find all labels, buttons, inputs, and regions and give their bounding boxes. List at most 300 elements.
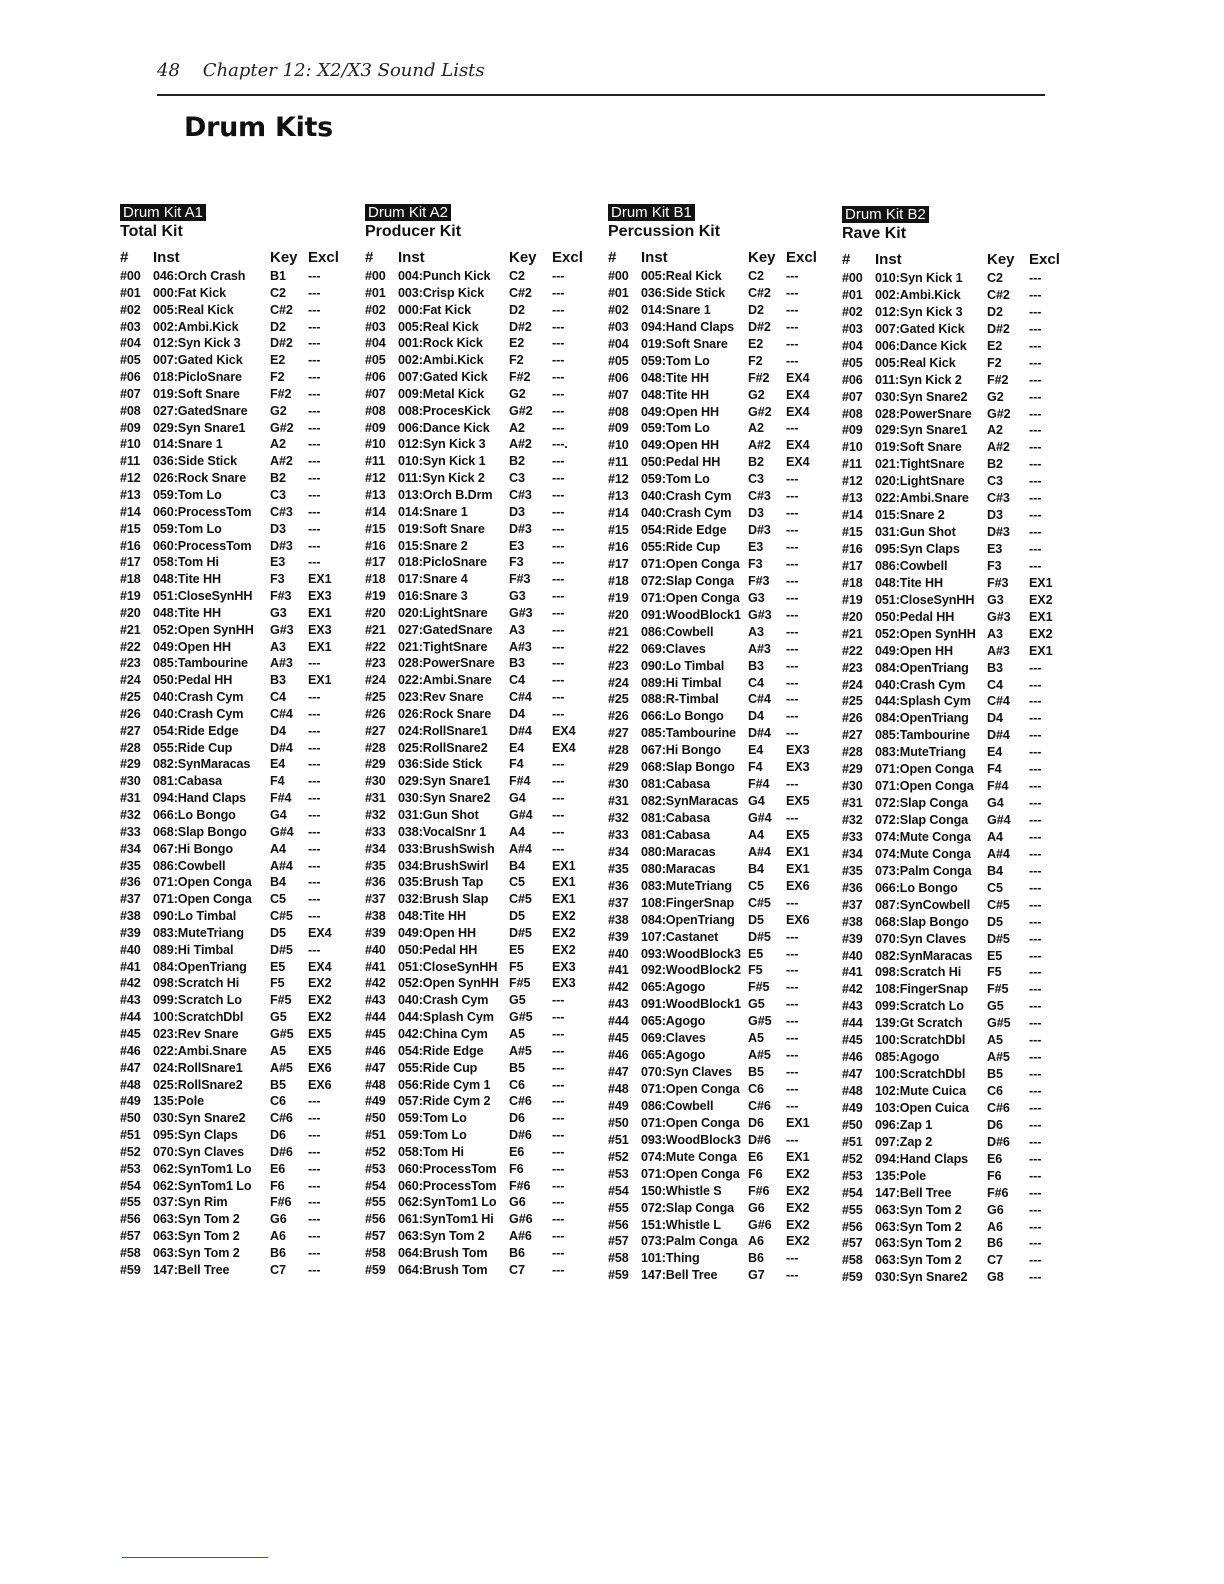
column-header-excl: Excl xyxy=(786,249,817,266)
cell-excl: --- xyxy=(552,1262,565,1277)
cell-inst: 074:Mute Conga xyxy=(875,846,971,861)
cell-number: #43 xyxy=(842,999,863,1014)
table-row xyxy=(120,589,345,606)
cell-excl: --- xyxy=(552,1144,565,1159)
table-row xyxy=(120,1010,345,1027)
cell-key: A3 xyxy=(748,624,764,639)
cell-inst: 005:Real Kick xyxy=(153,302,234,317)
table-row xyxy=(608,692,833,709)
table-row xyxy=(608,862,833,879)
table-row xyxy=(608,320,833,337)
cell-excl: --- xyxy=(786,1251,799,1266)
cell-inst: 031:Gun Shot xyxy=(398,808,479,822)
cell-inst: 135:Pole xyxy=(153,1094,205,1109)
table-row xyxy=(365,522,590,539)
cell-number: #31 xyxy=(120,791,141,806)
cell-number: #50 xyxy=(842,1117,863,1132)
cell-number: #50 xyxy=(120,1111,141,1126)
cell-key: A4 xyxy=(270,841,286,856)
cell-key: D#3 xyxy=(270,538,293,553)
cell-key: D#2 xyxy=(270,336,293,351)
table-row xyxy=(365,404,590,421)
cell-excl: --- xyxy=(1029,660,1042,675)
cell-number: #39 xyxy=(120,925,141,940)
cell-key: D#3 xyxy=(748,523,771,538)
cell-inst: 083:MuteTriang xyxy=(641,878,732,893)
cell-number: #27 xyxy=(608,726,629,741)
cell-excl: EX4 xyxy=(308,925,332,940)
table-row xyxy=(608,1014,833,1031)
cell-inst: 050:Pedal HH xyxy=(153,673,233,688)
cell-key: A#4 xyxy=(509,841,532,856)
cell-number: #59 xyxy=(365,1262,386,1277)
cell-inst: 099:Scratch Lo xyxy=(875,999,964,1014)
cell-key: C#4 xyxy=(509,690,532,705)
table-row xyxy=(608,676,833,693)
cell-excl: --- xyxy=(308,437,321,452)
cell-number: #33 xyxy=(120,824,141,839)
table-row xyxy=(842,288,1067,305)
table-row xyxy=(842,898,1067,915)
cell-number: #53 xyxy=(842,1168,863,1183)
table-row xyxy=(365,774,590,791)
cell-inst: 036:Side Stick xyxy=(153,454,238,469)
cell-key: C#6 xyxy=(270,1111,293,1126)
cell-inst: 023:Rev Snare xyxy=(398,690,484,705)
cell-inst: 006:Dance Kick xyxy=(875,338,967,353)
cell-inst: 028:PowerSnare xyxy=(875,406,972,421)
cell-number: #54 xyxy=(608,1183,629,1198)
cell-excl: --- xyxy=(786,489,799,504)
table-row xyxy=(608,760,833,777)
cell-excl: EX2 xyxy=(552,942,576,957)
cell-excl: --- xyxy=(1029,1050,1042,1065)
cell-excl: EX3 xyxy=(552,976,576,991)
table-row xyxy=(842,678,1067,695)
cell-key: F6 xyxy=(270,1178,285,1193)
cell-key: C#5 xyxy=(270,909,293,924)
cell-key: E6 xyxy=(509,1144,525,1159)
cell-number: #49 xyxy=(365,1094,386,1109)
table-row xyxy=(365,353,590,370)
kit-name: Rave Kit xyxy=(842,225,907,242)
cell-inst: 073:Palm Conga xyxy=(875,863,972,878)
cell-inst: 055:Ride Cup xyxy=(153,740,233,755)
cell-key: B4 xyxy=(748,861,764,876)
cell-excl: --- xyxy=(552,572,565,587)
table-row xyxy=(120,741,345,758)
cell-number: #38 xyxy=(365,909,386,924)
cell-excl: --- xyxy=(552,370,565,385)
cell-key: F5 xyxy=(987,965,1002,980)
cell-number: #06 xyxy=(120,370,141,385)
cell-number: #13 xyxy=(120,487,141,502)
table-row xyxy=(608,472,833,489)
table-row xyxy=(842,373,1067,390)
cell-excl: --- xyxy=(308,1178,321,1193)
cell-number: #08 xyxy=(842,406,863,421)
cell-number: #11 xyxy=(120,454,141,469)
cell-excl: --- xyxy=(308,1128,321,1143)
table-row xyxy=(608,371,833,388)
cell-key: E5 xyxy=(987,948,1003,963)
table-row xyxy=(120,1111,345,1128)
cell-excl: --- xyxy=(308,302,321,317)
cell-number: #58 xyxy=(120,1245,141,1260)
cell-number: #17 xyxy=(608,556,629,571)
cell-excl: --- xyxy=(1029,694,1042,709)
cell-inst: 059:Tom Lo xyxy=(398,1111,467,1126)
cell-inst: 049:Open HH xyxy=(641,438,719,453)
cell-number: #34 xyxy=(365,841,386,856)
cell-key: F6 xyxy=(748,1166,763,1181)
cell-inst: 071:Open Conga xyxy=(153,875,252,890)
table-row xyxy=(842,661,1067,678)
cell-excl: --- xyxy=(1029,1253,1042,1268)
cell-inst: 082:SynMaracas xyxy=(153,757,251,772)
cell-key: E6 xyxy=(270,1161,286,1176)
cell-inst: 055:Ride Cup xyxy=(641,540,721,554)
cell-inst: 082:SynMaracas xyxy=(641,794,739,809)
cell-key: A3 xyxy=(987,626,1003,641)
cell-key: F6 xyxy=(987,1168,1002,1183)
cell-key: G#6 xyxy=(748,1217,772,1232)
cell-inst: 059:Tom Lo xyxy=(641,421,710,436)
cell-inst: 027:GatedSnare xyxy=(398,622,493,637)
cell-number: #07 xyxy=(608,387,629,402)
table-row xyxy=(365,572,590,589)
cell-excl: --- xyxy=(1029,745,1042,760)
cell-excl: --- xyxy=(308,1094,321,1109)
cell-key: A5 xyxy=(748,1031,764,1046)
cell-key: D#4 xyxy=(509,723,532,738)
cell-key: C4 xyxy=(509,673,525,688)
cell-excl: --- xyxy=(1029,1270,1042,1285)
cell-key: B2 xyxy=(987,457,1003,472)
cell-key: F3 xyxy=(270,572,285,587)
table-row xyxy=(120,303,345,320)
cell-excl: --- xyxy=(1029,355,1042,370)
table-row xyxy=(842,1253,1067,1270)
cell-key: F#2 xyxy=(509,370,531,385)
cell-inst: 040:Crash Cym xyxy=(641,506,732,521)
cell-key: E5 xyxy=(270,959,286,974)
cell-excl: --- xyxy=(786,997,799,1012)
cell-excl: --- xyxy=(786,269,799,283)
cell-excl: EX2 xyxy=(786,1200,810,1215)
cell-number: #56 xyxy=(120,1212,141,1227)
cell-inst: 068:Slap Bongo xyxy=(641,760,735,775)
cell-inst: 024:RollSnare1 xyxy=(153,1060,243,1075)
cell-inst: 007:Gated Kick xyxy=(153,353,243,368)
cell-number: #32 xyxy=(365,808,386,822)
footer-rule xyxy=(122,1557,268,1558)
cell-excl: EX2 xyxy=(786,1183,810,1198)
cell-excl: --- xyxy=(552,824,565,839)
cell-key: G#3 xyxy=(509,605,533,620)
cell-excl: --- xyxy=(552,1026,565,1041)
cell-key: E4 xyxy=(987,745,1003,760)
cell-inst: 067:Hi Bongo xyxy=(641,743,721,758)
cell-key: B1 xyxy=(270,269,286,283)
table-row xyxy=(608,1099,833,1116)
cell-excl: --- xyxy=(552,673,565,688)
cell-excl: --- xyxy=(552,454,565,469)
cell-key: F4 xyxy=(270,774,285,789)
cell-excl: --- xyxy=(308,285,321,300)
cell-excl: --- xyxy=(308,690,321,705)
cell-excl: --- xyxy=(552,538,565,553)
cell-key: E6 xyxy=(748,1149,764,1164)
table-row xyxy=(365,825,590,842)
cell-key: D#6 xyxy=(509,1128,532,1143)
cell-excl: --- xyxy=(552,1178,565,1193)
table-row xyxy=(608,726,833,743)
table-row xyxy=(120,909,345,926)
cell-excl: EX1 xyxy=(308,673,332,688)
cell-key: C7 xyxy=(509,1262,525,1277)
cell-excl: --- xyxy=(552,420,565,435)
cell-number: #41 xyxy=(842,965,863,980)
cell-key: D#2 xyxy=(748,319,771,334)
cell-inst: 022:Ambi.Snare xyxy=(153,1043,247,1058)
cell-excl: --- xyxy=(786,540,799,554)
cell-inst: 048:Tite HH xyxy=(153,605,221,620)
cell-number: #18 xyxy=(365,572,386,587)
cell-excl: --- xyxy=(308,942,321,957)
table-row xyxy=(842,457,1067,474)
cell-number: #28 xyxy=(608,743,629,758)
cell-number: #41 xyxy=(365,959,386,974)
cell-key: B5 xyxy=(987,1067,1003,1082)
column-header-key: Key xyxy=(987,251,1015,268)
table-row xyxy=(608,489,833,506)
cell-number: #12 xyxy=(842,474,863,489)
cell-excl: --- xyxy=(786,1132,799,1147)
cell-excl: --- xyxy=(308,858,321,873)
table-row xyxy=(842,796,1067,813)
cell-inst: 085:Tambourine xyxy=(641,726,736,741)
cell-excl: --- xyxy=(786,590,799,605)
cell-excl: --- xyxy=(552,1229,565,1244)
cell-number: #06 xyxy=(365,370,386,385)
cell-inst: 072:Slap Conga xyxy=(875,796,969,811)
table-row xyxy=(120,1162,345,1179)
cell-number: #53 xyxy=(365,1161,386,1176)
cell-number: #01 xyxy=(365,285,386,300)
cell-key: F2 xyxy=(270,370,285,385)
cell-key: D#2 xyxy=(509,319,532,334)
cell-excl: --- xyxy=(786,1048,799,1063)
cell-number: #11 xyxy=(365,454,386,469)
cell-number: #16 xyxy=(842,542,863,556)
table-row xyxy=(608,269,833,286)
table-row xyxy=(120,1145,345,1162)
table-row xyxy=(842,1186,1067,1203)
cell-number: #11 xyxy=(842,457,863,472)
cell-key: D5 xyxy=(509,909,525,924)
cell-excl: EX6 xyxy=(308,1077,332,1092)
table-row xyxy=(608,405,833,422)
cell-key: D2 xyxy=(748,302,764,317)
cell-number: #32 xyxy=(842,813,863,827)
cell-key: A4 xyxy=(748,827,764,842)
table-row xyxy=(365,488,590,505)
cell-key: C#2 xyxy=(270,302,293,317)
cell-inst: 005:Real Kick xyxy=(398,319,479,334)
table-row xyxy=(120,623,345,640)
cell-excl: --- xyxy=(1029,525,1042,540)
table-row xyxy=(365,1263,590,1280)
cell-key: F#3 xyxy=(270,589,292,604)
cell-key: A6 xyxy=(987,1219,1003,1234)
cell-inst: 004:Punch Kick xyxy=(398,269,491,283)
table-row xyxy=(365,1212,590,1229)
table-row xyxy=(365,1078,590,1095)
table-row xyxy=(842,474,1067,491)
cell-inst: 027:GatedSnare xyxy=(153,403,248,418)
cell-key: A#5 xyxy=(748,1048,771,1063)
cell-excl: EX2 xyxy=(552,909,576,924)
table-row xyxy=(842,576,1067,593)
cell-excl: --- xyxy=(786,336,799,351)
cell-key: F#2 xyxy=(748,370,770,385)
cell-excl: --- xyxy=(786,980,799,995)
table-row xyxy=(365,437,590,454)
table-row xyxy=(365,623,590,640)
table-row xyxy=(120,892,345,909)
cell-inst: 066:Lo Bongo xyxy=(641,709,724,724)
cell-key: C#4 xyxy=(987,694,1010,709)
cell-key: D6 xyxy=(270,1128,286,1143)
cell-inst: 012:Syn Kick 3 xyxy=(153,336,241,351)
drum-kit-1 xyxy=(120,204,345,1280)
cell-excl: --- xyxy=(552,1094,565,1109)
table-row xyxy=(365,421,590,438)
table-row xyxy=(842,407,1067,424)
table-row xyxy=(120,572,345,589)
drum-kit-2 xyxy=(365,204,590,1280)
cell-number: #14 xyxy=(608,506,629,521)
cell-excl: --- xyxy=(1029,829,1042,844)
cell-inst: 028:PowerSnare xyxy=(398,656,495,671)
cell-inst: 024:RollSnare1 xyxy=(398,723,488,738)
table-row xyxy=(608,354,833,371)
cell-key: C5 xyxy=(987,880,1003,895)
cell-key: A#5 xyxy=(270,1060,293,1075)
cell-number: #55 xyxy=(842,1202,863,1217)
cell-excl: --- xyxy=(552,1212,565,1227)
cell-number: #22 xyxy=(608,641,629,656)
table-row xyxy=(365,1111,590,1128)
table-row xyxy=(608,557,833,574)
cell-inst: 025:RollSnare2 xyxy=(398,740,488,755)
cell-key: F4 xyxy=(987,762,1002,777)
cell-number: #21 xyxy=(608,624,629,639)
cell-number: #36 xyxy=(365,875,386,890)
cell-excl: EX1 xyxy=(786,861,810,876)
cell-key: F2 xyxy=(748,353,763,368)
cell-number: #12 xyxy=(120,471,141,486)
cell-number: #42 xyxy=(842,982,863,997)
cell-number: #41 xyxy=(608,963,629,978)
cell-inst: 091:WoodBlock1 xyxy=(641,997,741,1012)
cell-excl: EX1 xyxy=(1029,643,1053,658)
cell-key: D#4 xyxy=(748,726,771,741)
cell-inst: 049:Open HH xyxy=(398,925,476,940)
cell-excl: EX2 xyxy=(1029,626,1053,641)
cell-number: #49 xyxy=(120,1094,141,1109)
cell-key: F#5 xyxy=(509,976,531,991)
cell-inst: 071:Open Conga xyxy=(641,1082,740,1096)
cell-number: #40 xyxy=(365,942,386,957)
cell-number: #58 xyxy=(365,1245,386,1260)
cell-key: G#4 xyxy=(987,813,1011,827)
cell-key: A2 xyxy=(270,437,286,452)
table-row xyxy=(365,976,590,993)
cell-inst: 022:Ambi.Snare xyxy=(875,491,969,506)
cell-inst: 019:Soft Snare xyxy=(641,336,728,351)
cell-number: #53 xyxy=(120,1161,141,1176)
cell-inst: 017:Snare 4 xyxy=(398,572,468,587)
table-row xyxy=(120,336,345,353)
cell-inst: 070:Syn Claves xyxy=(875,931,967,946)
table-row xyxy=(365,336,590,353)
cell-key: A2 xyxy=(748,421,764,436)
cell-excl: --- xyxy=(1029,474,1042,489)
cell-key: A#2 xyxy=(270,454,293,469)
table-row xyxy=(120,774,345,791)
cell-inst: 033:BrushSwish xyxy=(398,841,495,856)
cell-excl: --- xyxy=(786,929,799,944)
cell-number: #37 xyxy=(608,895,629,910)
cell-key: B4 xyxy=(987,863,1003,878)
cell-key: B5 xyxy=(748,1065,764,1080)
cell-excl: --- xyxy=(1029,1084,1042,1098)
table-row xyxy=(608,591,833,608)
cell-excl: EX4 xyxy=(786,438,810,453)
cell-inst: 103:Open Cuica xyxy=(875,1100,969,1115)
table-row xyxy=(842,322,1067,339)
cell-number: #51 xyxy=(608,1132,629,1147)
cell-inst: 040:Crash Cym xyxy=(153,706,244,721)
table-row xyxy=(842,1084,1067,1101)
cell-inst: 071:Open Conga xyxy=(641,590,740,605)
cell-key: D#2 xyxy=(987,321,1010,336)
cell-key: A#3 xyxy=(509,639,532,654)
cell-number: #51 xyxy=(365,1128,386,1143)
cell-key: A#4 xyxy=(987,846,1010,861)
cell-key: G3 xyxy=(748,590,765,605)
table-row xyxy=(120,488,345,505)
cell-number: #02 xyxy=(365,302,386,317)
cell-number: #46 xyxy=(608,1048,629,1063)
kit-name: Total Kit xyxy=(120,223,183,240)
cell-excl: --- xyxy=(552,1060,565,1075)
table-row xyxy=(365,993,590,1010)
cell-key: D6 xyxy=(987,1117,1003,1132)
table-row xyxy=(120,791,345,808)
table-row xyxy=(120,269,345,286)
cell-inst: 051:CloseSynHH xyxy=(875,592,975,607)
cell-inst: 019:Soft Snare xyxy=(153,386,240,401)
cell-key: A5 xyxy=(270,1043,286,1058)
cell-inst: 059:Tom Lo xyxy=(153,521,222,536)
cell-inst: 151:Whistle L xyxy=(641,1217,721,1232)
cell-inst: 084:OpenTriang xyxy=(875,711,969,726)
cell-excl: --- xyxy=(1029,1067,1042,1082)
cell-key: A6 xyxy=(270,1229,286,1244)
